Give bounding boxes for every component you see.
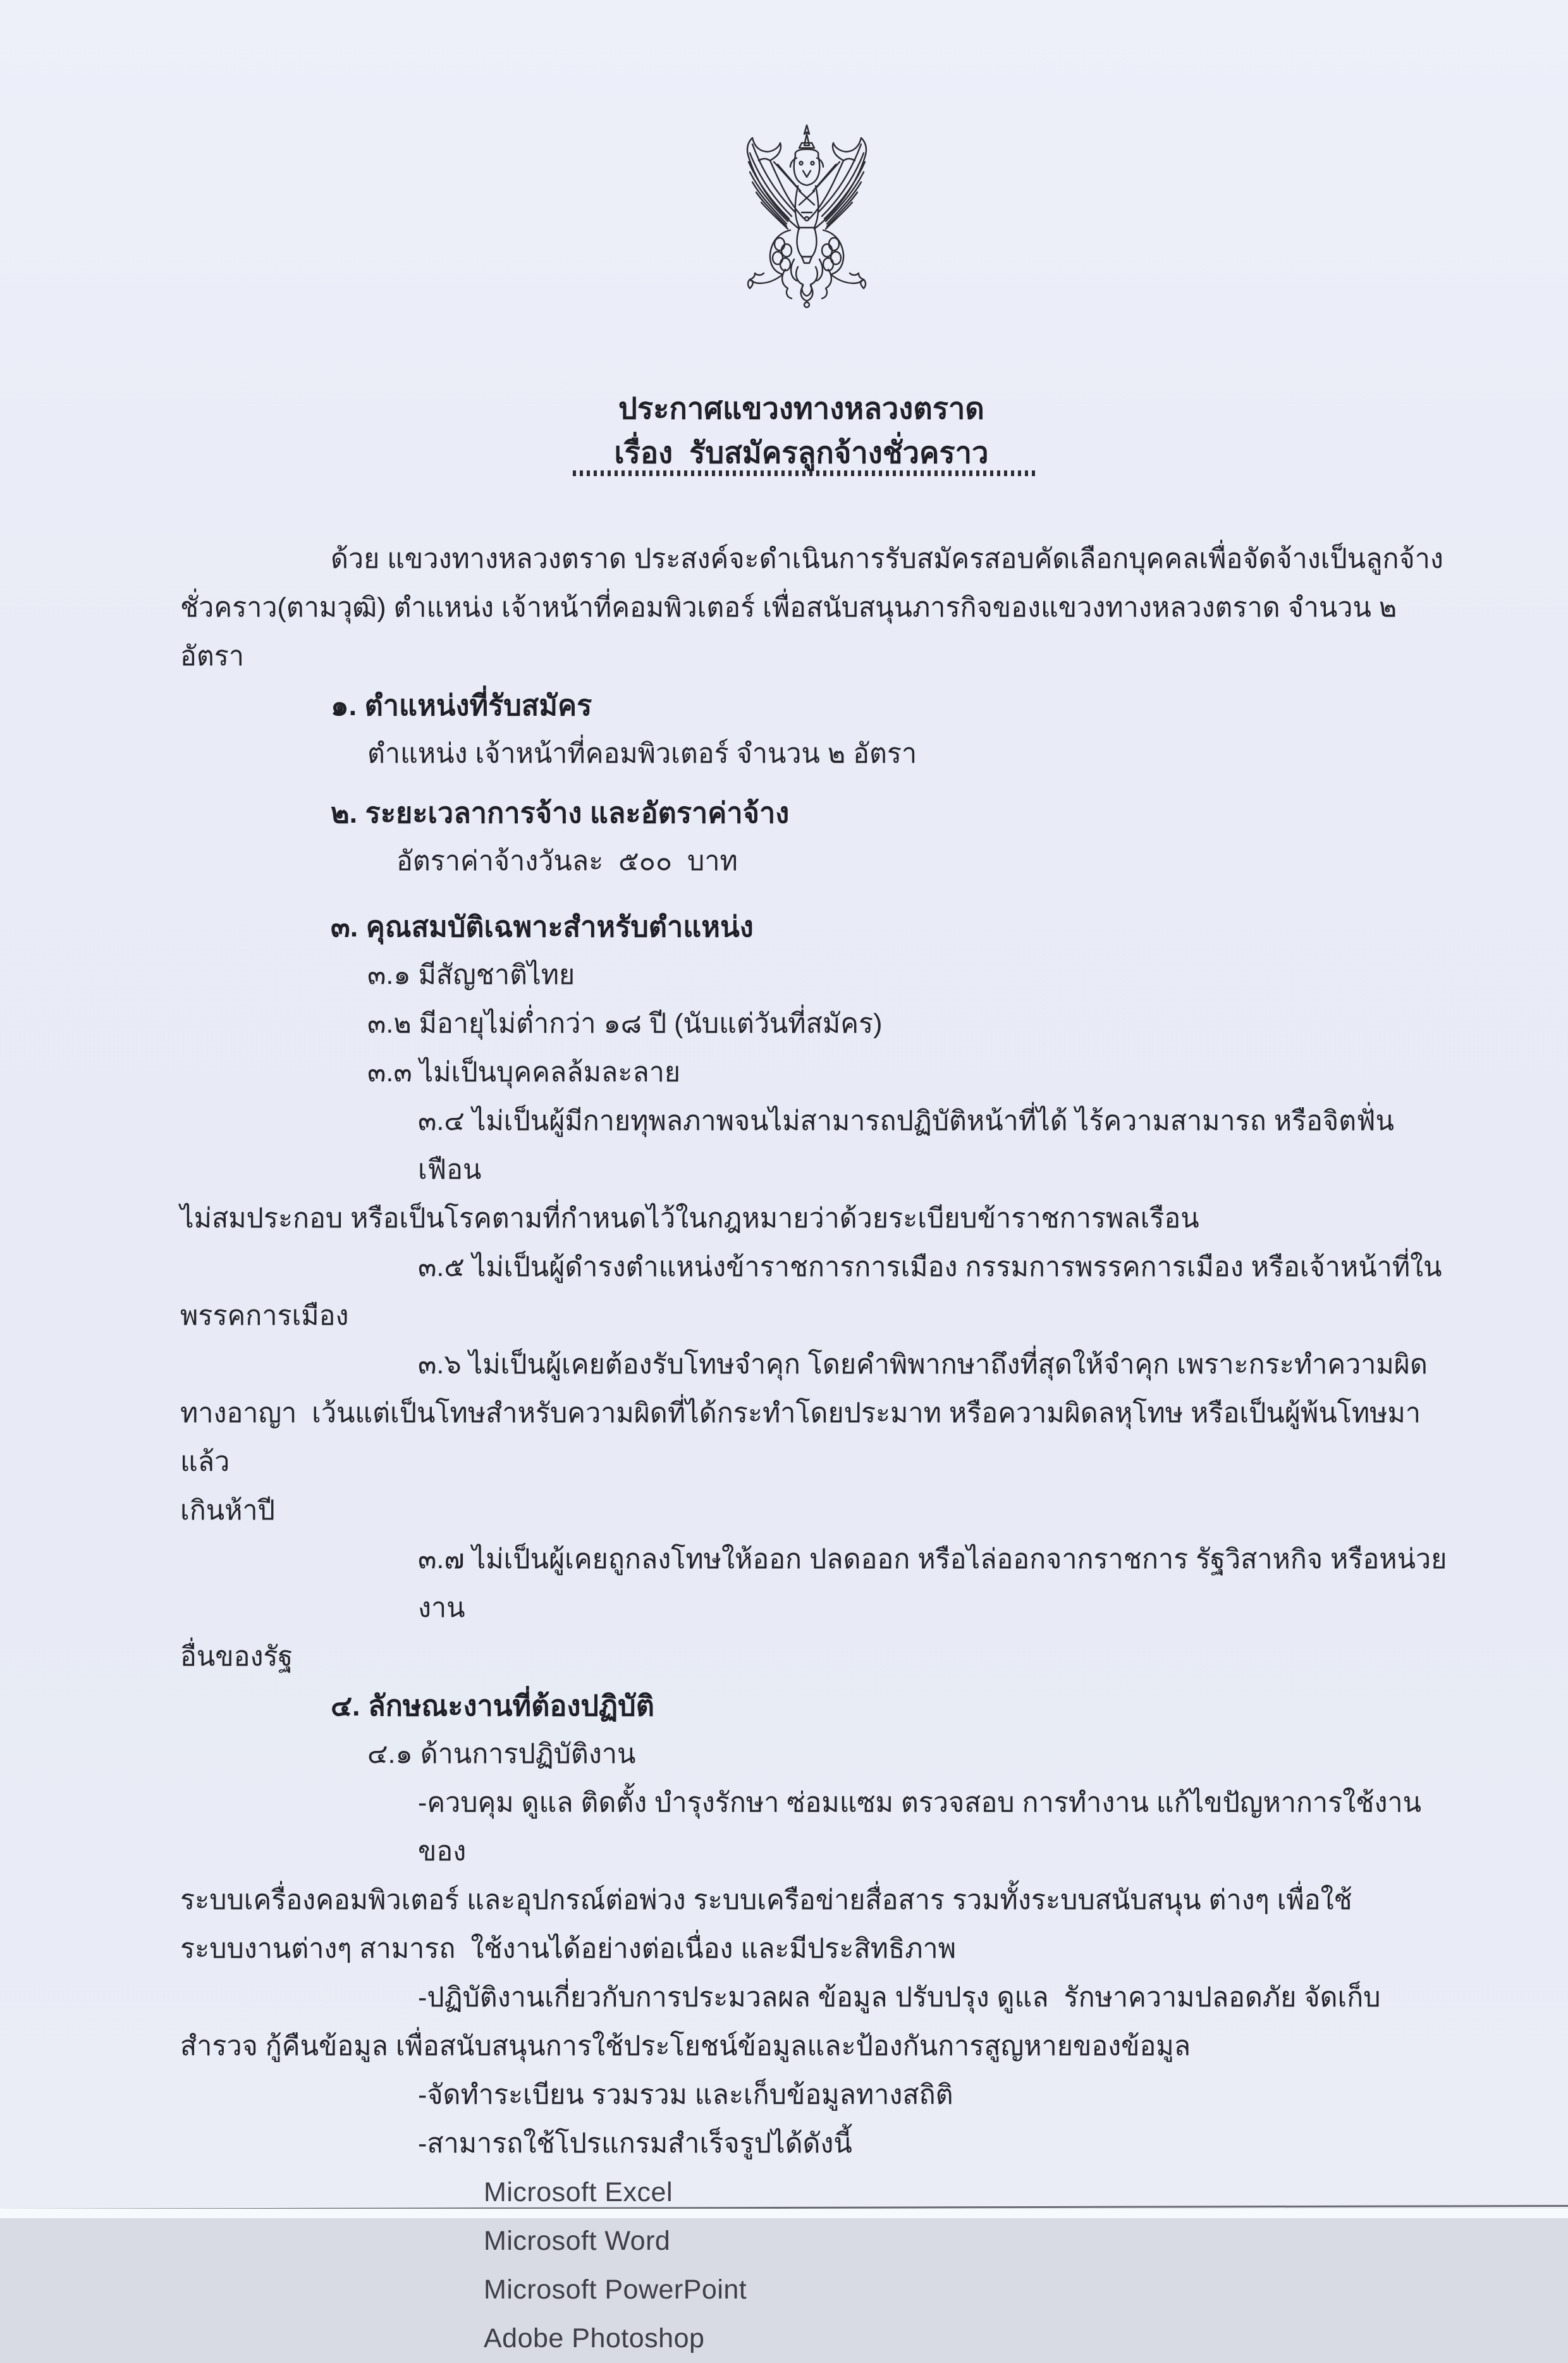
text-line: -ควบคุม ดูแล ติดตั้ง บำรุงรักษา ซ่อมแซม ตรวจสอบ การทำงาน แก้ไขปัญหาการใช้งานของ (418, 1788, 1421, 1867)
text-line: สำรวจ กู้คืนข้อมูล เพื่อสนับสนุนการใช้ประโยชน์ข้อมูลและป้องกันการสูญหายของข้อมูล (180, 2031, 1191, 2061)
section-heading: ๔. ลักษณะงานที่ต้องปฏิบัติ (331, 1690, 654, 1722)
text-line: -ปฏิบัติงานเกี่ยวกับการประมวลผล ข้อมูล ปรับปรุง ดูแล รักษาความปลอดภัย จัดเก็บ (418, 1982, 1381, 2013)
garuda-head (790, 125, 823, 185)
garuda-feet (748, 273, 866, 288)
text-line: ๓.๕ ไม่เป็นผู้ดำรงตำแหน่งข้าราชการการเมือง กรรมการพรรคการเมือง หรือเจ้าหน้าที่ใน (418, 1252, 1442, 1282)
garuda-torso (795, 186, 819, 228)
text-line: ระบบงานต่างๆ สามารถ ใช้งานได้อย่างต่อเนื่อง และมีประสิทธิภาพ (180, 1934, 957, 1964)
dotted-divider (573, 470, 1038, 476)
announcement-title: ประกาศแขวงทางหลวงตราด (618, 391, 984, 425)
scanner-bed-strip (0, 2209, 1568, 2218)
text-line: -จัดทำระเบียน รวมรวม และเก็บข้อมูลทางสถิติ (418, 2080, 953, 2110)
text-line: ๓.๔ ไม่เป็นผู้มีกายทุพลภาพจนไม่สามารถปฏิบัติหน้าที่ได้ ไร้ความสามารถ หรือจิตฟั่นเฟือน (418, 1106, 1394, 1185)
text-line: ไม่สมประกอบ หรือเป็นโรคตามที่กำหนดไว้ในกฎหมายว่าด้วยระเบียบข้าราชการพลเรือน (180, 1203, 1199, 1234)
section-heading: ๑. ตำแหน่งที่รับสมัคร (331, 689, 592, 721)
text-line: อื่นของรัฐ (180, 1642, 293, 1672)
text-line: Microsoft PowerPoint (484, 2274, 747, 2305)
text-line: ด้วย แขวงทางหลวงตราด ประสงค์จะดำเนินการรับสมัครสอบคัดเลือกบุคคลเพื่อจัดจ้างเป็นลูกจ้าง (331, 544, 1443, 574)
announcement-subject: เรื่อง รับสมัครลูกจ้างชั่วคราว (614, 436, 989, 469)
text-line: ๓.๗ ไม่เป็นผู้เคยถูกลงโทษให้ออก ปลดออก หรือไล่ออกจากราชการ รัฐวิสาหกิจ หรือหน่วยงาน (418, 1544, 1447, 1623)
text-line: อัตราค่าจ้างวันละ ๕๐๐ บาท (396, 846, 738, 876)
section-heading: ๒. ระยะเวลาการจ้าง และอัตราค่าจ้าง (331, 797, 790, 829)
text-line: เกินห้าปี (180, 1495, 275, 1526)
text-line: ๔.๑ ด้านการปฏิบัติงาน (367, 1739, 636, 1769)
text-line: Microsoft Word (484, 2226, 671, 2256)
text-line: ตำแหน่ง เจ้าหน้าที่คอมพิวเตอร์ จำนวน ๒ อัตรา (367, 739, 917, 769)
text-line: Adobe Photoshop (484, 2323, 705, 2354)
text-line: ทางอาญา เว้นแต่เป็นโทษสำหรับความผิดที่ได้กระทำโดยประมาท หรือความผิดลหุโทษ หรือเป็นผู้พ้นโทษมาแล้ว (180, 1398, 1421, 1477)
text-line: ๓.๑ มีสัญชาติไทย (367, 960, 575, 990)
text-line: -สามารถใช้โปรแกรมสำเร็จรูปได้ดังนี้ (418, 2128, 852, 2159)
section-heading: ๓. คุณสมบัติเฉพาะสำหรับตำแหน่ง (331, 911, 754, 943)
text-line: ๓.๒ มีอายุไม่ต่ำกว่า ๑๘ ปี (นับแต่วันที่สมัคร) (367, 1009, 883, 1039)
garuda-thighs (770, 230, 843, 274)
garuda-emblem (720, 120, 894, 307)
text-line: ชั่วคราว(ตามวุฒิ) ตำแหน่ง เจ้าหน้าที่คอมพิวเตอร์ เพื่อสนับสนุนภารกิจของแขวงทางหลวงตราด จำนวน ๒ อัตรา (180, 592, 1405, 672)
text-line: ๓.๓ ไม่เป็นบุคคลล้มละลาย (367, 1057, 681, 1088)
text-line: ๓.๖ ไม่เป็นผู้เคยต้องรับโทษจำคุก โดยคำพิพากษาถึงที่สุดให้จำคุก เพราะกระทำความผิด (418, 1349, 1428, 1380)
document-body (180, 535, 1448, 2363)
text-line: พรรคการเมือง (180, 1301, 349, 1331)
text-line: ระบบเครื่องคอมพิวเตอร์ และอุปกรณ์ต่อพ่วง ระบบเครือข่ายสื่อสาร รวมทั้งระบบสนับสนุน ต่างๆ เพื่อใช้ (180, 1885, 1352, 1915)
text-line: Microsoft Excel (484, 2177, 673, 2207)
